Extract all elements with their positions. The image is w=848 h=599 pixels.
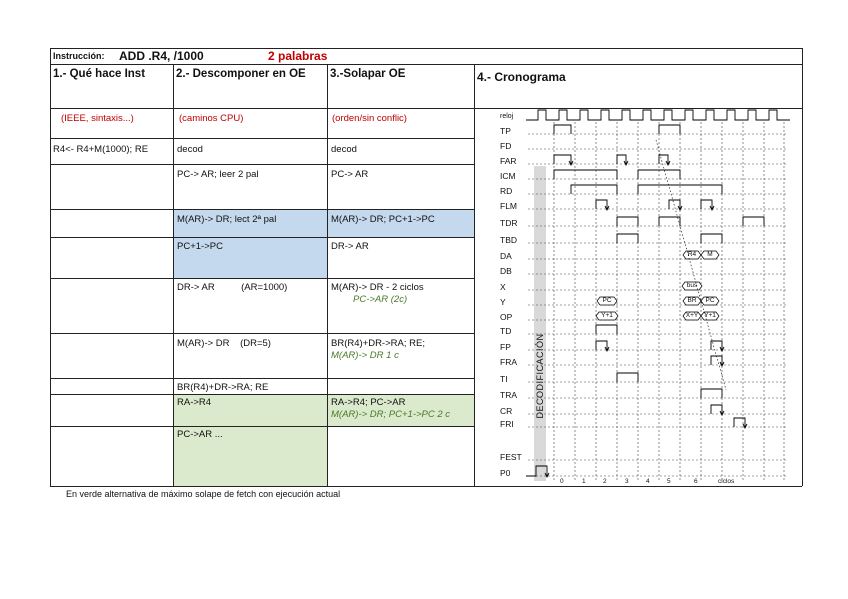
row5-c3-alt: PC->AR (2c) <box>353 294 408 305</box>
row4-c2: PC+1->PC <box>177 241 223 252</box>
clock-wave <box>526 110 790 120</box>
row3-c3: M(AR)-> DR; PC+1->PC <box>331 214 435 225</box>
row3-c2: M(AR)-> DR; lect 2ª pal <box>177 214 277 225</box>
signal-label-far: FAR <box>500 156 517 166</box>
chronogram <box>474 108 802 486</box>
wave-icm <box>554 170 680 179</box>
cycle-label: 5 <box>667 478 671 485</box>
wave-flm <box>596 200 712 209</box>
decod-label: DECODIFICACIÓN <box>535 333 545 419</box>
title-instruction: ADD .R4, /1000 <box>119 49 204 63</box>
signal-label-y: Y <box>500 297 506 307</box>
row8-c3: RA->R4; PC->AR <box>331 397 406 408</box>
wave-ti <box>617 373 638 382</box>
signal-label-rd: RD <box>500 186 513 196</box>
signal-label-fp: FP <box>500 342 511 352</box>
subheader-2: (caminos CPU) <box>179 113 244 124</box>
row5-c2: DR-> AR (AR=1000) <box>177 282 288 293</box>
row2-c3: PC-> AR <box>331 169 369 180</box>
signal-label-fra: FRA <box>500 357 517 367</box>
col-header-1: 1.- Qué hace Inst <box>53 68 146 80</box>
signal-label-da: DA <box>500 251 512 261</box>
row5-c3: M(AR)-> DR - 2 ciclos <box>331 282 424 293</box>
cycle-label: ciclos <box>718 478 735 485</box>
cycle-label: 1 <box>582 478 586 485</box>
wave-tdr <box>617 217 764 226</box>
signal-label-tbd: TBD <box>500 235 517 245</box>
cycle-label: 3 <box>625 478 629 485</box>
wave-tbd <box>617 234 722 243</box>
signal-label-flm: FLM <box>500 201 517 211</box>
row6-c2: M(AR)-> DR (DR=5) <box>177 338 271 349</box>
signal-label-tp: TP <box>500 126 511 136</box>
title-words: 2 palabras <box>268 49 328 63</box>
row6-c3-alt: M(AR)-> DR 1 c <box>331 350 399 361</box>
signal-label-fd: FD <box>500 141 512 151</box>
subheader-3: (orden/sin conflic) <box>332 113 407 124</box>
signal-label-fri: FRI <box>500 419 514 429</box>
signal-label-ti: TI <box>500 374 508 384</box>
wave-tra <box>701 389 722 398</box>
chronogram-svg <box>474 108 802 486</box>
title-prefix: Instrucción: <box>53 51 105 61</box>
signal-label-p0: P0 <box>500 468 511 478</box>
signal-label-cr: CR <box>500 406 513 416</box>
row6-c3: BR(R4)+DR->RA; RE; <box>331 338 425 349</box>
signal-label-x: X <box>500 282 506 292</box>
footnote: En verde alternativa de máximo solape de fetch con ejecución actual <box>66 489 341 499</box>
signal-label-td: TD <box>500 326 512 336</box>
bus-op-2-label: X+Y <box>685 312 699 319</box>
wave-p0 <box>526 466 547 476</box>
row8-c3-alt: M(AR)-> DR; PC+1->PC 2 c <box>331 409 451 420</box>
signal-label-op: OP <box>500 312 513 322</box>
bus-y-3-label: PC <box>705 297 715 304</box>
signal-label-db: DB <box>500 266 512 276</box>
signal-label-reloj: reloj <box>500 113 514 120</box>
subheader-1: (IEEE, sintaxis...) <box>61 113 134 124</box>
dotted-dependency <box>656 140 726 390</box>
bus-y-2-label: BR <box>687 297 697 304</box>
col-header-4: 4.- Cronograma <box>477 70 566 84</box>
col-header-3: 3.-Solapar OE <box>330 68 406 80</box>
row2-c2: PC-> AR; leer 2 pal <box>177 169 259 180</box>
cycle-label: 4 <box>646 478 650 485</box>
row1-c2: decod <box>177 144 203 155</box>
row7-c2: BR(R4)+DR->RA; RE <box>177 382 269 393</box>
signal-label-tra: TRA <box>500 390 517 400</box>
cycle-label: 6 <box>694 478 698 485</box>
bus-da-1-label: R4 <box>687 251 697 258</box>
signal-label-icm: ICM <box>500 171 516 181</box>
bus-da-2-label: M <box>707 251 713 258</box>
bus-x-label: bus <box>686 282 698 289</box>
row1-c3: decod <box>331 144 357 155</box>
col-header-2: 2.- Descomponer en OE <box>176 68 306 80</box>
wave-far <box>554 155 668 164</box>
row1-c1: R4<- R4+M(1000); RE <box>53 144 149 155</box>
bus-y-1-label: PC <box>602 297 612 304</box>
cycle-label: 2 <box>603 478 607 485</box>
row8-c2: RA->R4 <box>177 397 212 408</box>
row9-c2: PC->AR ... <box>177 429 223 440</box>
bus-op-3-label: Y+1 <box>704 312 716 319</box>
row4-c3: DR-> AR <box>331 241 369 252</box>
title-row <box>50 48 802 64</box>
cycle-label: 0 <box>560 478 564 485</box>
signal-label-fest: FEST <box>500 452 522 462</box>
wave-rd <box>571 185 722 194</box>
wave-td <box>596 325 617 334</box>
signal-label-tdr: TDR <box>500 218 518 228</box>
bus-op-1-label: Y+1 <box>601 312 613 319</box>
